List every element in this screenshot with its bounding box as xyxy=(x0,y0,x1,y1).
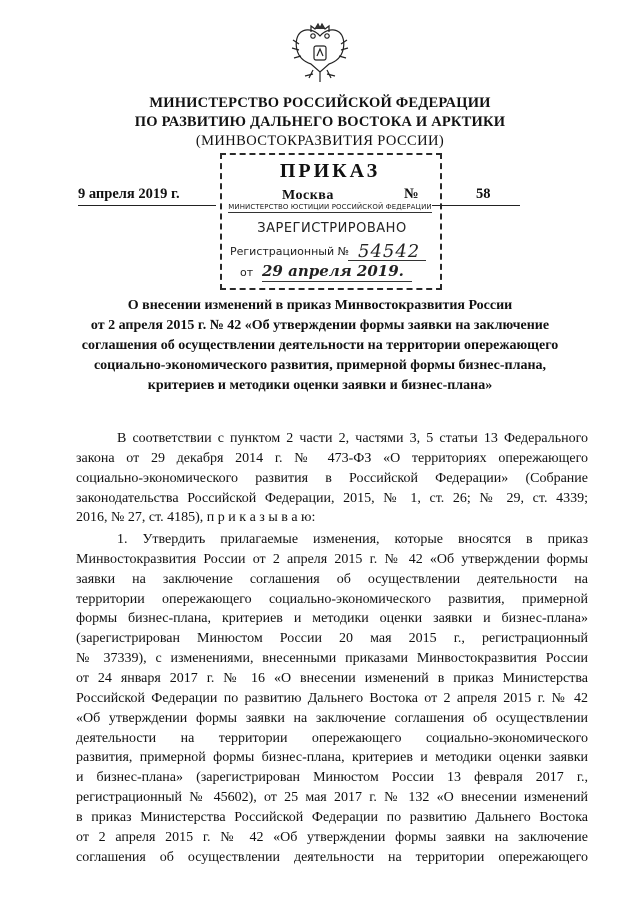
title-line: от 2 апреля 2015 г. № 42 «Об утверждении формы заявки на заключение xyxy=(90,318,550,333)
stamp-status: ЗАРЕГИСТРИРОВАНО xyxy=(257,221,407,236)
body-line: заявки на заключение соглашения об осуществлении деятельности на xyxy=(76,572,588,587)
body-line: в приказ Министерства Российской Федерации по развитию Дальнего Востока xyxy=(76,810,588,825)
document-type: ПРИКАЗ xyxy=(279,160,381,182)
body-line: соглашения об осуществлении деятельности на территории опережающего xyxy=(76,850,588,865)
body-line: Минвостокразвития России от 2 апреля 2015 г. № 42 «Об утверждении формы xyxy=(76,552,588,567)
body-line: регистрационный № 45602), от 25 мая 2017 г. № 132 «О внесении изменений xyxy=(76,790,588,805)
stamp-date-prefix: от xyxy=(240,266,254,279)
body-line: законодательства Российской Федерации, 2015, № 1, ст. 26; № 29, ст. 4339; xyxy=(76,491,588,506)
title-line: критериев и методики оценки заявки и бизнес-плана» xyxy=(147,378,493,393)
number-underline xyxy=(432,205,520,206)
stamp-reg-label: Регистрационный № xyxy=(230,245,350,258)
body-line: «Об утверждении формы заявки на заключение соглашения об осуществлении xyxy=(76,711,588,726)
body-line: Российской Федерации по развитию Дальнего Востока от 2 апреля 2015 г. № 42 xyxy=(76,691,588,706)
title-line: О внесении изменений в приказ Минвостокразвития России xyxy=(127,298,513,313)
body-line: развития, примерной формы бизнес-плана, критериев и методики оценки заявки xyxy=(76,750,588,765)
stamp-reg-number: 54542 xyxy=(358,241,421,262)
body-line: и бизнес-плана» (зарегистрирован Минюстом России 13 февраля 2017 г., xyxy=(76,770,588,785)
coat-of-arms-emblem xyxy=(291,22,349,86)
body-line: деятельности на территории опережающего социально-экономического xyxy=(76,731,588,746)
date-underline xyxy=(78,205,216,206)
body-line: от 24 января 2017 г. № 16 «О внесении изменений в приказ Министерства xyxy=(76,671,588,686)
stamp-reg-underline xyxy=(348,260,426,261)
order-number: 58 xyxy=(476,186,491,202)
body-line: (зарегистрирован Минюстом России 20 мая 2015 г., регистрационный xyxy=(76,631,588,646)
body-line: закона от 29 декабря 2014 г. № 473-ФЗ «О территориях опережающего xyxy=(76,451,588,466)
body-line: социально-экономического развития в Российской Федерации» (Собрание xyxy=(76,471,588,486)
number-sign: № xyxy=(404,186,419,202)
body-line: от 2 апреля 2015 г. № 42 «Об утверждении формы заявки на заключение xyxy=(76,830,588,845)
title-line: социально-экономического развития, примерной формы бизнес-плана, xyxy=(93,358,547,373)
title-line: соглашения об осуществлении деятельности на территории опережающего xyxy=(81,338,559,353)
body-line: 1. Утвердить прилагаемые изменения, которые вносятся в приказ xyxy=(117,532,588,547)
ministry-name-line-1: МИНИСТЕРСТВО РОССИЙСКОЙ ФЕДЕРАЦИИ xyxy=(149,95,491,111)
city: Москва xyxy=(282,188,334,203)
ministry-abbreviation: (МИНВОСТОКРАЗВИТИЯ РОССИИ) xyxy=(195,133,445,149)
body-line: В соответствии с пунктом 2 части 2, частями 3, 5 статьи 13 Федерального xyxy=(117,431,588,446)
body-line: 2016, № 27, ст. 4185), п р и к а з ы в а ю: xyxy=(76,510,316,525)
body-line: формы бизнес-плана, критериев и методики оценки заявки и бизнес-плана» xyxy=(76,611,588,626)
stamp-authority: МИНИСТЕРСТВО ЮСТИЦИИ РОССИЙСКОЙ ФЕДЕРАЦИИ xyxy=(228,203,432,211)
body-line: территории опережающего социально-экономического развития, примерной xyxy=(76,592,588,607)
ministry-name-line-2: ПО РАЗВИТИЮ ДАЛЬНЕГО ВОСТОКА И АРКТИКИ xyxy=(134,114,506,130)
stamp-date-value: 29 апреля 2019. xyxy=(262,262,404,280)
body-line: № 37339), с изменениями, внесенными приказами Минвостокразвития России xyxy=(76,651,588,666)
stamp-date-underline xyxy=(262,281,412,282)
order-date: 9 апреля 2019 г. xyxy=(78,186,180,202)
